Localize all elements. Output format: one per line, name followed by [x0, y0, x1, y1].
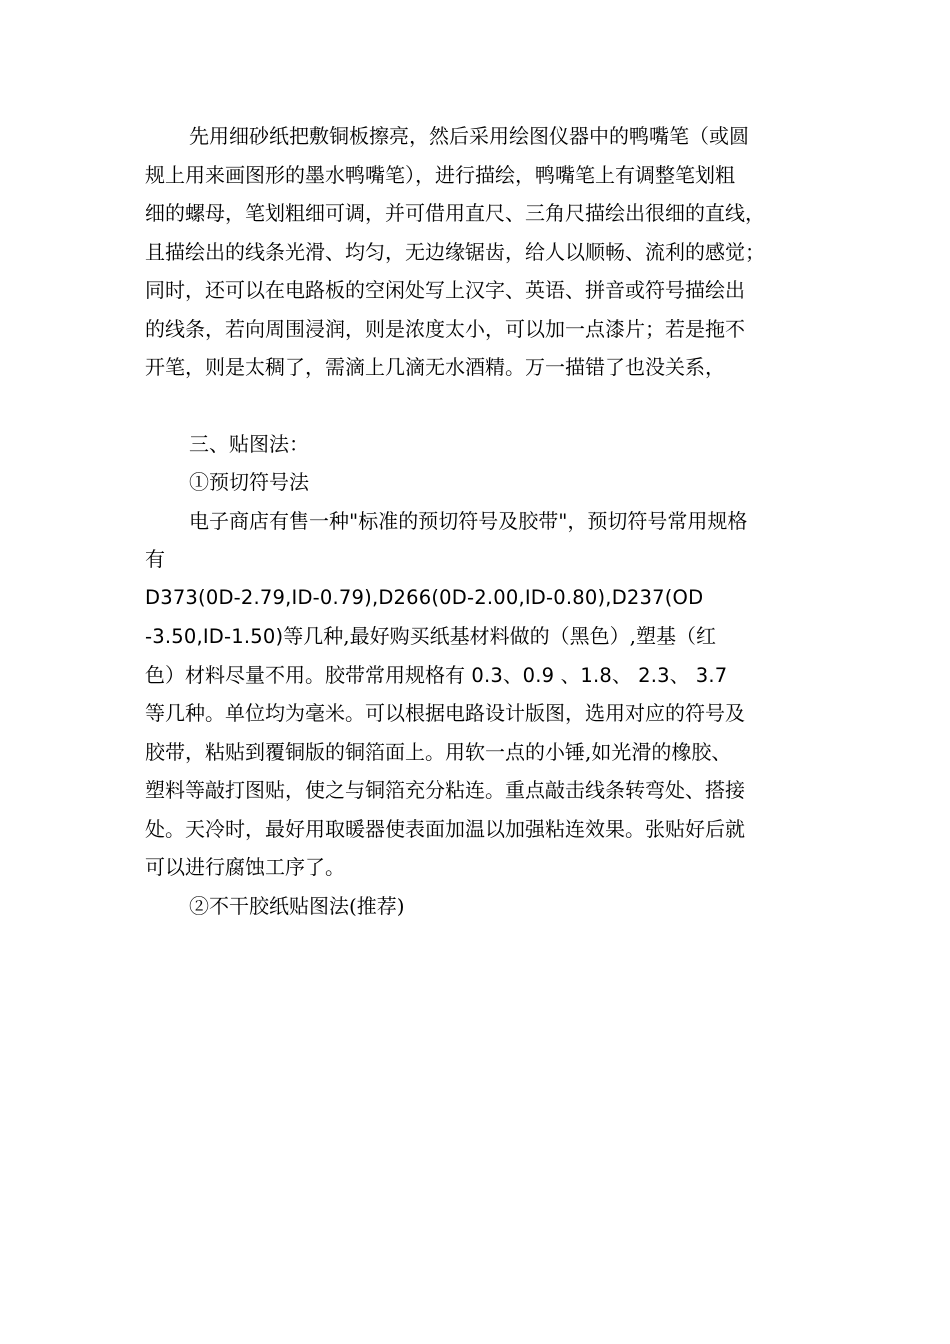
paragraph-line: 同时，还可以在电路板的空闲处写上汉字、英语、拼音或符号描绘出	[145, 278, 745, 302]
subsection-heading: ②不干胶纸贴图法(推荐)	[189, 893, 405, 918]
paragraph-line: 规上用来画图形的墨水鸭嘴笔），进行描绘，鸭嘴笔上有调整笔划粗	[145, 162, 735, 187]
paragraph-spacer	[145, 387, 807, 425]
paragraph-line	[145, 656, 807, 695]
paragraph-line: 等几种。单位均为毫米。可以根据电路设计版图，选用对应的符号及	[145, 701, 745, 725]
paragraph-line: 开笔，则是太稠了，需滴上几滴无水酒精。万一描错了也没关系，	[145, 355, 725, 379]
paragraph-line: 且描绘出的线条光滑、均匀，无边缘锯齿，给人以顺畅、流利的感觉；	[145, 239, 765, 264]
paragraph-line: 胶带，粘贴到覆铜版的铜箔面上。用软一点的小锤,如光滑的橡胶、	[145, 739, 732, 764]
document-body	[145, 117, 807, 925]
spec-code-fragment: -3.50,ID-1.50)	[145, 625, 284, 648]
paragraph-line: 处。天冷时，最好用取暖器使表面加温以加强粘连效果。张贴好后就	[145, 816, 745, 841]
paragraph-text: 等几种,最好购买纸基材料做的（黑色）,塑基（红	[283, 624, 716, 648]
tape-sizes: 0.3、0.9 、1.8、 2.3、 3.7	[471, 663, 728, 687]
section-heading: 三、贴图法：	[189, 431, 309, 456]
subsection-heading: ①预切符号法	[189, 470, 309, 494]
paragraph-text: 色）材料尽量不用。胶带常用规格有	[145, 662, 472, 687]
paragraph-line: 细的螺母，笔划粗细可调，并可借用直尺、三角尺描绘出很细的直线，	[145, 201, 765, 225]
paragraph-line: 的线条，若向周围浸润，则是浓度太小，可以加一点漆片；若是拖不	[145, 316, 745, 341]
paragraph-line: 电子商店有售一种"标准的预切符号及胶带"，预切符号常用规格	[189, 508, 748, 533]
paragraph-line: 可以进行腐蚀工序了。	[145, 855, 345, 879]
paragraph-line: 先用细砂纸把敷铜板擦亮，然后采用绘图仪器中的鸭嘴笔（或圆	[189, 124, 749, 148]
spec-codes-line: D373(0D-2.79,ID-0.79),D266(0D-2.00,ID-0.80),D237(OD	[145, 585, 704, 609]
paragraph-line: 有	[145, 547, 165, 571]
paragraph-line: 塑料等敲打图贴，使之与铜箔充分粘连。重点敲击线条转弯处、搭接	[145, 778, 745, 802]
paragraph-line	[145, 617, 807, 656]
